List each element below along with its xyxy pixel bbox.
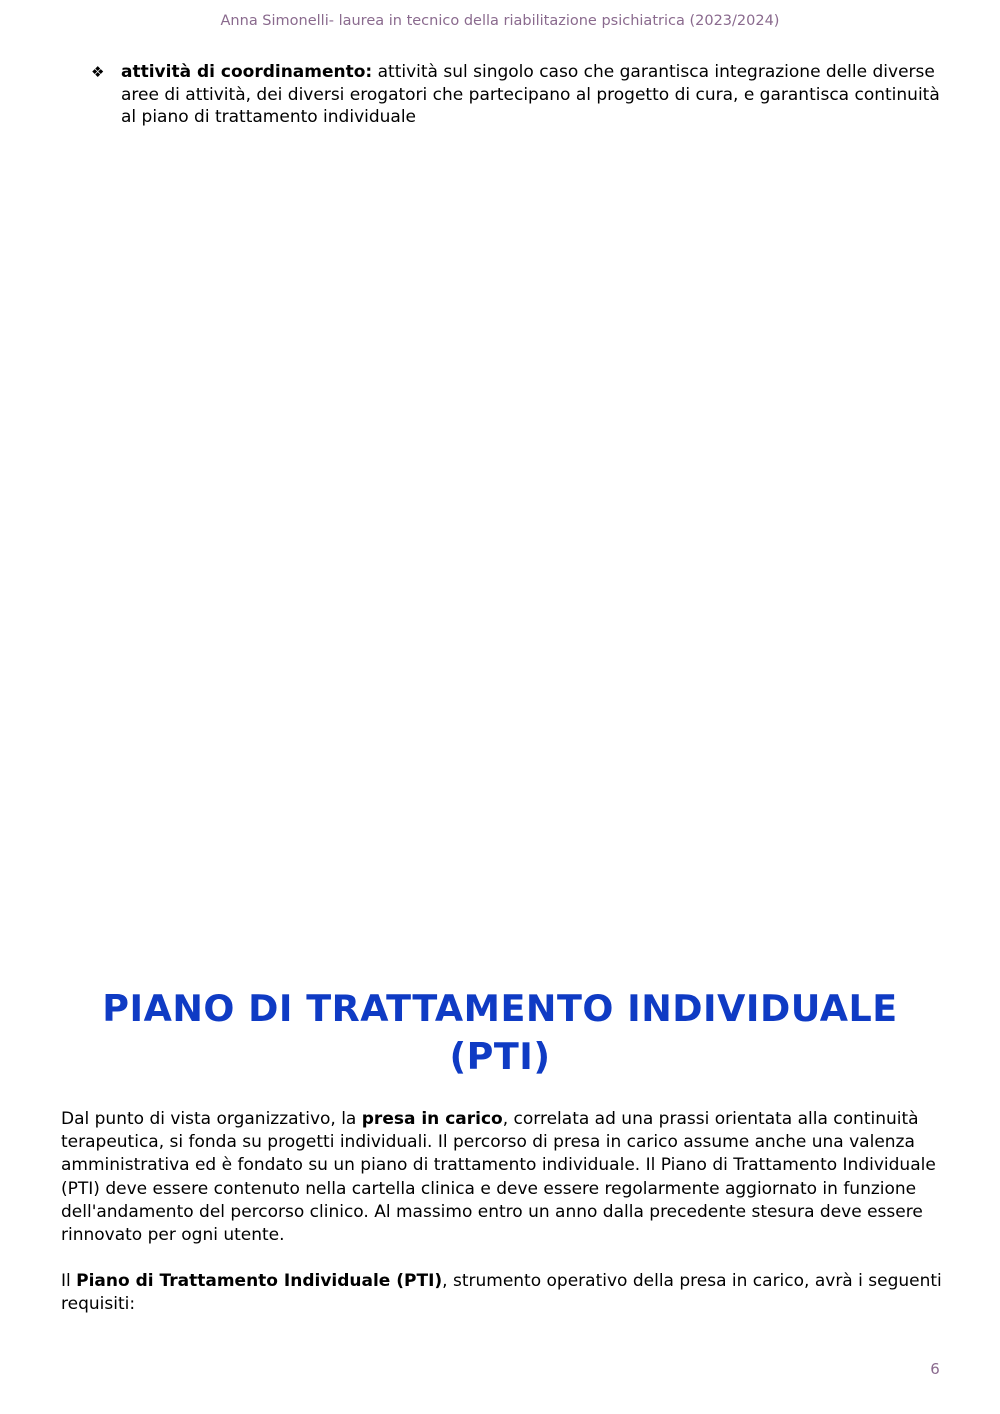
page-header: Anna Simonelli- laurea in tecnico della riabilitazione psichiatrica (2023/2024): [220, 13, 780, 29]
paragraph-bold-term: Piano di Trattamento Individuale (PTI): [76, 1271, 443, 1291]
list-item: [91, 61, 941, 129]
bullet-term: attività di coordinamento:: [121, 62, 373, 82]
paragraph-text: , correlata ad una prassi orientata alla continuità terapeutica, si fonda su progetti individuali. Il percorso di presa in carico assume anche una valenza amministrativa ed è fondato su un piano di trattamento individuale. Il Piano di Trattamento Individuale (PTI) deve essere contenuto nella cartella clinica e deve essere regolarmente aggiornato in funzione dell'andamento del percorso clinico. Al massimo entro un anno dalla precedente stesura deve essere rinnovato per ogni utente.: [61, 1109, 936, 1246]
paragraph-text: , strumento operativo della presa in carico, avrà i seguenti requisiti:: [61, 1271, 942, 1315]
section-title: [40, 985, 960, 1081]
diamond-bullet-icon: ❖: [91, 63, 105, 81]
paragraph-text: Il: [61, 1271, 77, 1291]
paragraph-pti-requisiti: [61, 1270, 946, 1316]
paragraph-bold-term: presa in carico: [361, 1109, 503, 1129]
page-number: 6: [930, 1360, 940, 1378]
bullet-text: attività sul singolo caso che garantisca integrazione delle diverse aree di attività, dei diversi erogatori che partecipano al progetto di cura, e garantisca continuità al piano di trattamento individuale: [121, 62, 940, 127]
paragraph-text: Dal punto di vista organizzativo, la: [61, 1109, 362, 1129]
paragraph-presa-in-carico: [61, 1108, 946, 1247]
section-title-line1: PIANO DI TRATTAMENTO INDIVIDUALE: [102, 987, 898, 1030]
section-title-line2: (PTI): [449, 1035, 551, 1078]
bullet-list: [91, 61, 941, 129]
